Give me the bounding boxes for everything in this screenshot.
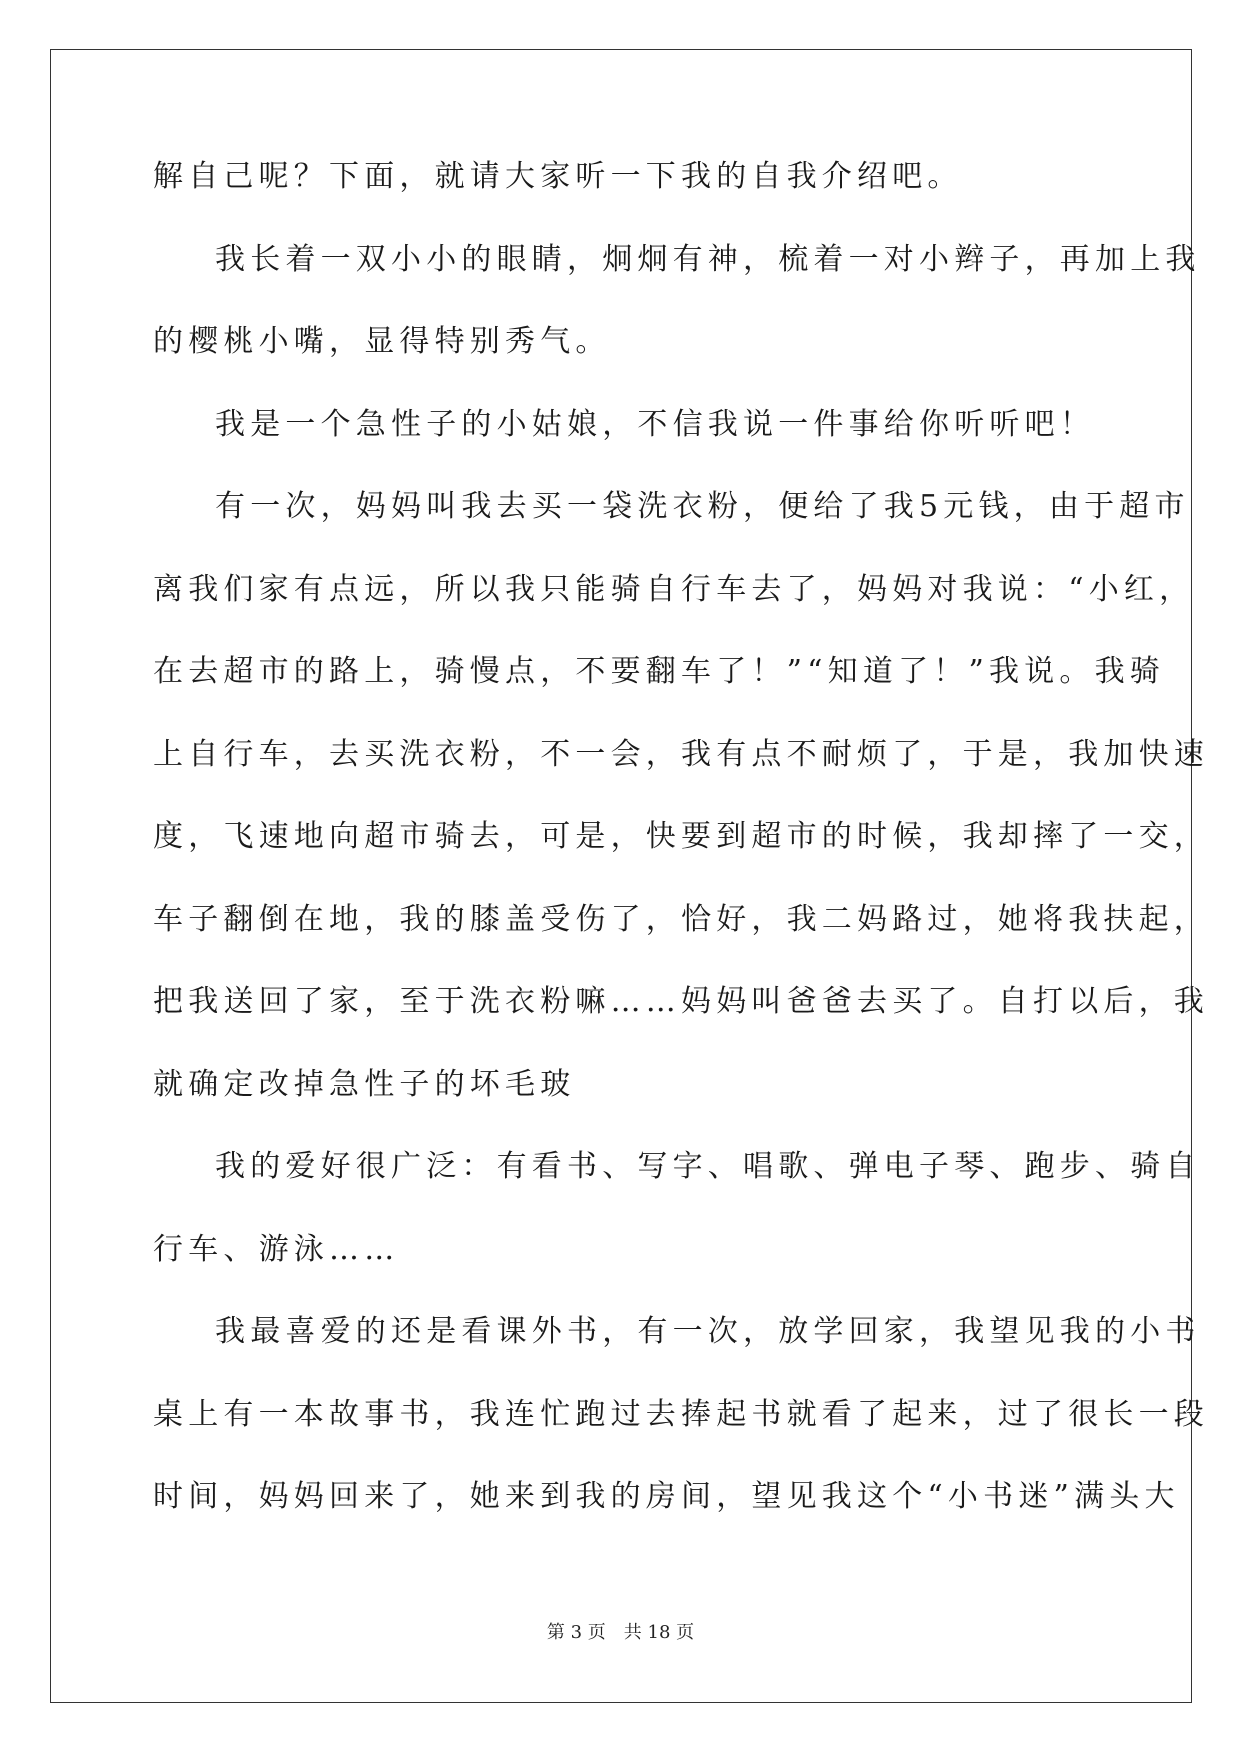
paragraph-start-line: 有一次，妈妈叫我去买一袋洗衣粉，便给了我5元钱，由于超市 <box>215 489 1190 524</box>
text-line: 就确定改掉急性子的坏毛玻 <box>153 1066 576 1102</box>
text-line: 时间，妈妈回来了，她来到我的房间，望见我这个“小书迷”满头大 <box>153 1479 1180 1514</box>
text-line: 把我送回了家，至于洗衣粉嘛……妈妈叫爸爸去买了。自打以后，我 <box>153 984 1209 1019</box>
paragraph-start-line: 我的爱好很广泛：有看书、写字、唱歌、弹电子琴、跑步、骑自 <box>215 1149 1201 1184</box>
paragraph-start-line: 我最喜爱的还是看课外书，有一次，放学回家，我望见我的小书 <box>215 1314 1201 1349</box>
paragraph-start-line: 我长着一双小小的眼睛，炯炯有神，梳着一对小辫子，再加上我 <box>215 241 1201 277</box>
paragraph-start-line: 我是一个急性子的小姑娘，不信我说一件事给你听听吧！ <box>215 406 1095 442</box>
text-line: 解自己呢？下面，就请大家听一下我的自我介绍吧。 <box>153 159 963 194</box>
text-line: 离我们家有点远，所以我只能骑自行车去了，妈妈对我说：“小红， <box>153 571 1195 607</box>
text-line: 在去超市的路上，骑慢点，不要翻车了！”“知道了！”我说。我骑 <box>153 654 1166 689</box>
text-line: 度，飞速地向超市骑去，可是，快要到超市的时候，我却摔了一交， <box>153 819 1209 854</box>
text-line: 车子翻倒在地，我的膝盖受伤了，恰好，我二妈路过，她将我扶起， <box>153 901 1209 937</box>
text-line: 行车、游泳…… <box>153 1231 400 1267</box>
text-line: 上自行车，去买洗衣粉，不一会，我有点不耐烦了，于是，我加快速 <box>153 736 1209 772</box>
page-number-footer: 第 3 页 共 18 页 <box>546 1622 695 1643</box>
document-body <box>153 155 1209 1558</box>
text-line: 桌上有一本故事书，我连忙跑过去捧起书就看了起来，过了很长一段 <box>153 1396 1209 1432</box>
text-line: 的樱桃小嘴，显得特别秀气。 <box>153 324 611 359</box>
